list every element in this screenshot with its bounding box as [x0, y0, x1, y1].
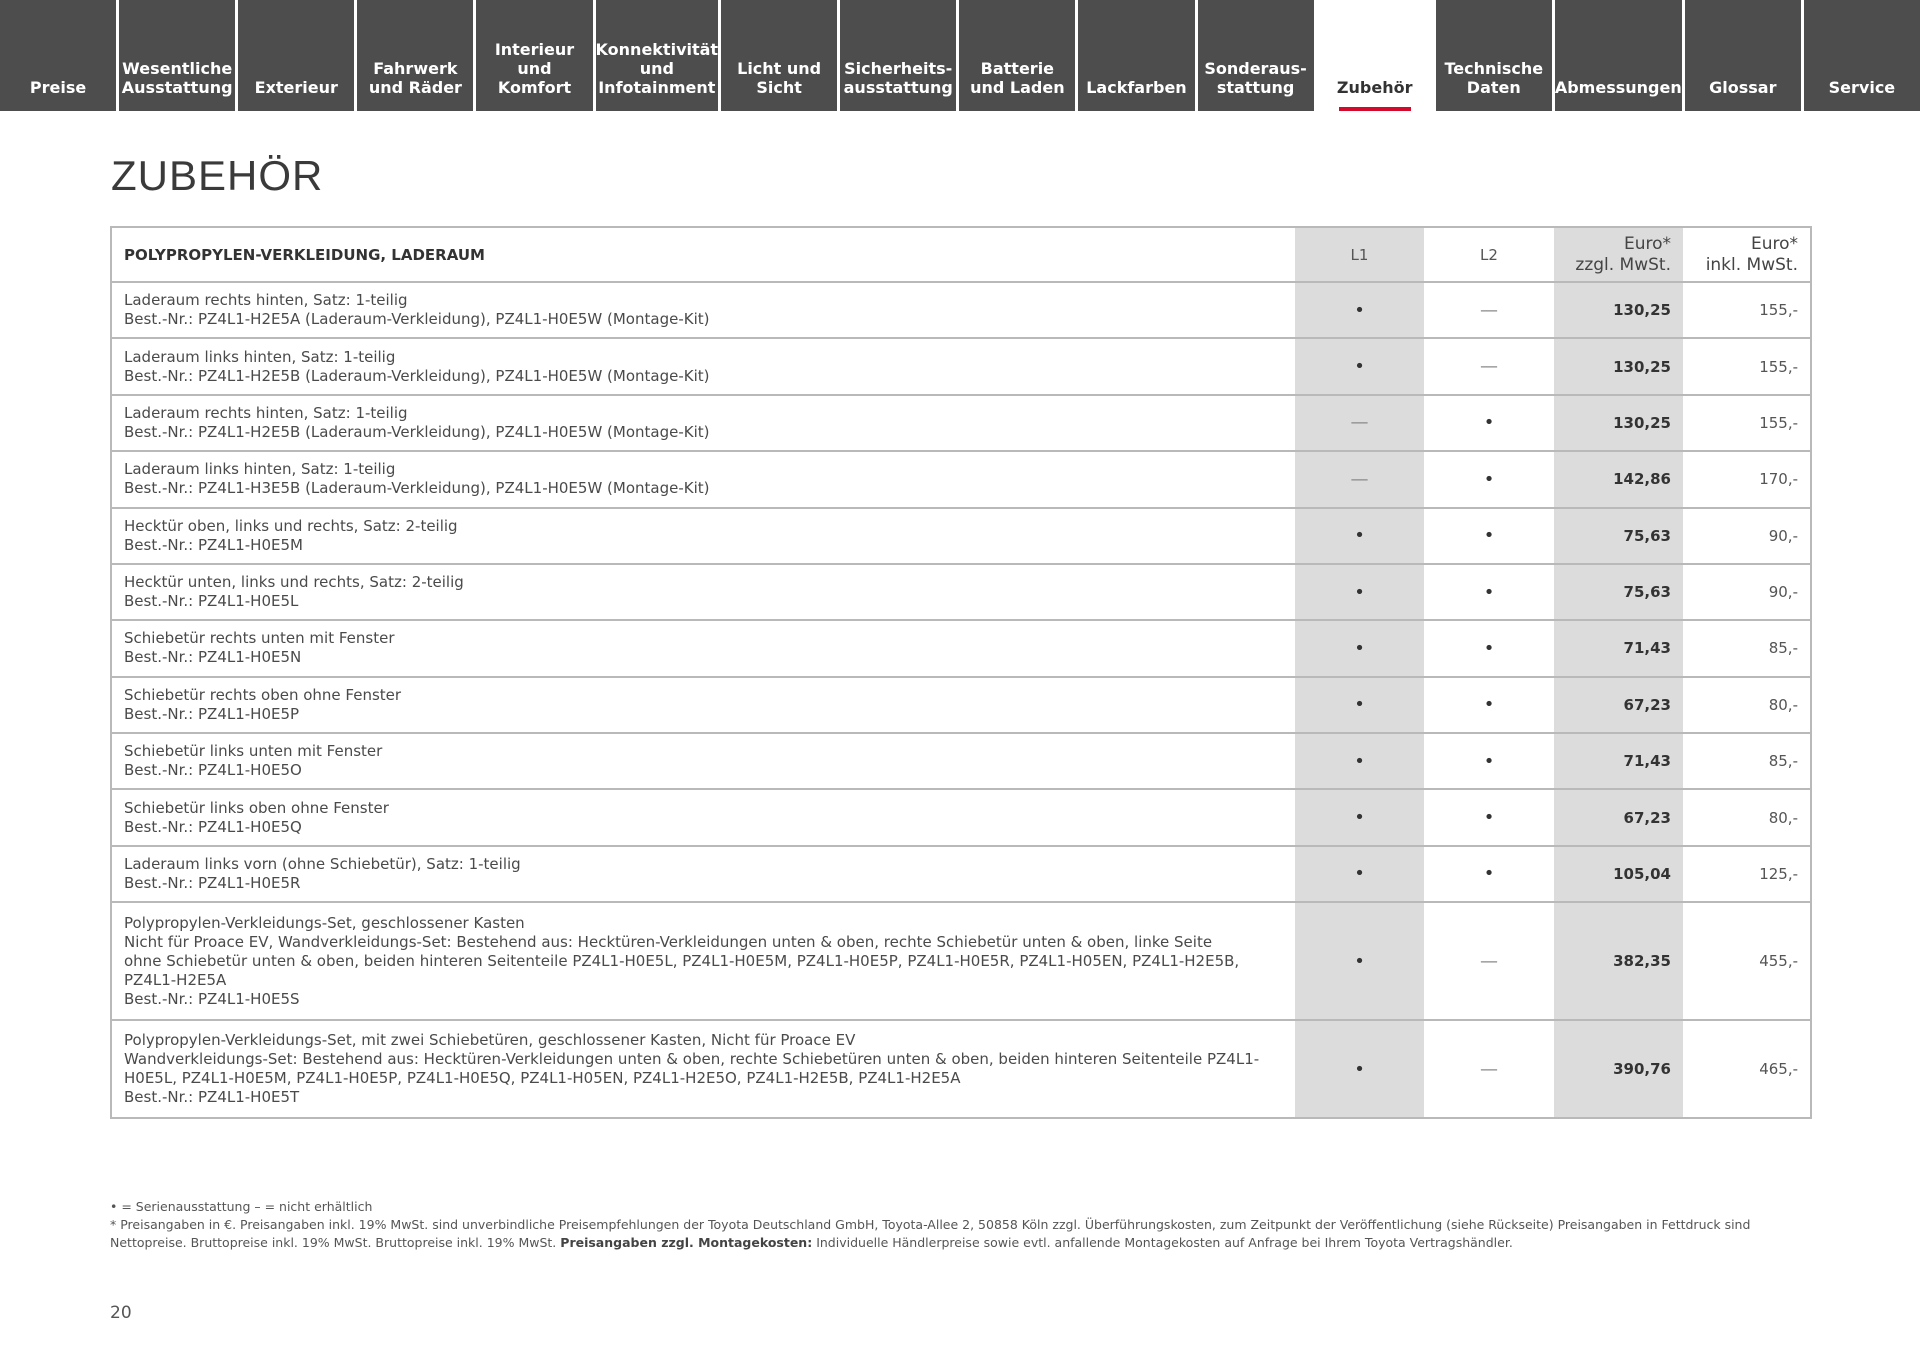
assembly-cost-text: Individuelle Händlerpreise sowie evtl. anfallende Montagekosten auf Anfrage bei Ihrem Toyota Vertragshändler. — [816, 1235, 1513, 1250]
header-price-ex-vat: Euro* zzgl. MwSt. — [1554, 228, 1683, 282]
table-row — [112, 677, 1810, 733]
table-row — [112, 508, 1810, 564]
tab-label: Lackfarben — [1086, 78, 1187, 97]
l2-availability: — — [1424, 338, 1554, 394]
tab-licht-und-sicht[interactable] — [721, 0, 837, 111]
tab-label: Konnektivität und Infotainment — [595, 40, 719, 97]
tab-label: Abmessungen — [1554, 78, 1682, 97]
table-header-row — [112, 228, 1810, 282]
tab-label: Technische Daten — [1444, 59, 1544, 97]
table-row — [112, 395, 1810, 451]
assembly-cost-label: Preisangaben zzgl. Montagekosten: — [560, 1235, 813, 1250]
tab-service[interactable] — [1804, 0, 1920, 111]
legend-note: • = Serienausstattung – = nicht erhältlich — [110, 1199, 373, 1214]
price-inc-vat: 465,- — [1759, 1060, 1798, 1079]
header-l1: L1 — [1295, 228, 1424, 282]
l1-availability: • — [1295, 282, 1424, 338]
tab-konnektivitaet-und-infotainment[interactable] — [596, 0, 719, 111]
price-inc-vat: 155,- — [1683, 282, 1810, 338]
l1-availability: • — [1295, 508, 1424, 564]
row-description: Hecktür oben, links und rechts, Satz: 2-teilig Best.-Nr.: PZ4L1-H0E5M — [112, 508, 1295, 564]
l1-availability: • — [1295, 620, 1424, 676]
row-description: Schiebetür links unten mit Fenster Best.-Nr.: PZ4L1-H0E5O — [112, 733, 1295, 789]
l2-availability: • — [1424, 620, 1554, 676]
tab-fahrwerk-und-raeder[interactable] — [357, 0, 473, 111]
table-row — [112, 338, 1810, 394]
tab-label: Sicherheits- ausstattung — [843, 59, 953, 97]
price-ex-vat: 390,76 — [1554, 1020, 1683, 1117]
table-row — [112, 789, 1810, 845]
row-description: Laderaum links hinten, Satz: 1-teilig Best.-Nr.: PZ4L1-H3E5B (Laderaum-Verkleidung), PZ4L1-H0E5W (Montage-Kit) — [112, 451, 1295, 507]
header-price-inc-vat: Euro* inkl. MwSt. — [1683, 228, 1810, 282]
price-ex-vat: 382,35 — [1554, 902, 1683, 1020]
l1-availability: • — [1295, 677, 1424, 733]
tab-label: Batterie und Laden — [970, 59, 1065, 97]
l1-availability: • — [1295, 789, 1424, 845]
row-description: Schiebetür rechts unten mit Fenster Best.-Nr.: PZ4L1-H0E5N — [112, 620, 1295, 676]
price-ex-vat: 130,25 — [1554, 338, 1683, 394]
price-inc-vat: 90,- — [1683, 508, 1810, 564]
l1-availability: — — [1295, 395, 1424, 451]
l1-availability: • — [1295, 846, 1424, 902]
l1-availability: • — [1295, 733, 1424, 789]
l2-availability: — — [1424, 902, 1554, 1020]
price-ex-vat: 142,86 — [1554, 451, 1683, 507]
row-description: Schiebetür links oben ohne Fenster Best.-Nr.: PZ4L1-H0E5Q — [112, 789, 1295, 845]
tab-label: Service — [1828, 78, 1896, 97]
tab-label: Exterieur — [254, 78, 338, 97]
l2-availability: — — [1480, 1058, 1498, 1080]
accessory-price-table — [110, 226, 1812, 1119]
price-ex-vat: 130,25 — [1554, 282, 1683, 338]
header-description: POLYPROPYLEN-VERKLEIDUNG, LADERAUM — [112, 228, 1295, 282]
price-inc-vat: 85,- — [1683, 620, 1810, 676]
price-inc-vat: 85,- — [1683, 733, 1810, 789]
l2-availability: • — [1424, 564, 1554, 620]
price-inc-vat: 80,- — [1683, 789, 1810, 845]
page-title: ZUBEHÖR — [111, 152, 324, 199]
tab-label: Glossar — [1709, 78, 1777, 97]
l2-availability: • — [1424, 451, 1554, 507]
price-note-text: * Preisangaben in €. Preisangaben inkl. 19% MwSt. sind unverbindliche Preisempfehlungen der Toyota Deutschland GmbH, Toyota-Allee 2, 50858 Köln zzgl. Überführungskosten, zum Zeitpunkt der Veröffentlichung (siehe Rückseite) Preisangaben in Fettdruck sind Nettopreise. Bruttopreise inkl. 19% MwSt. Bruttopreise inkl. 19% MwSt. — [110, 1217, 1751, 1250]
tab-label: Fahrwerk und Räder — [368, 59, 462, 97]
tab-wesentliche-ausstattung[interactable] — [119, 0, 235, 111]
price-ex-vat: 71,43 — [1554, 620, 1683, 676]
table-row — [112, 451, 1810, 507]
l2-availability: • — [1424, 733, 1554, 789]
table-row — [112, 1020, 1810, 1117]
price-inc-vat: 155,- — [1683, 338, 1810, 394]
tab-label: Wesentliche Ausstattung — [121, 59, 233, 97]
l1-availability: • — [1295, 902, 1424, 1020]
table-row — [112, 620, 1810, 676]
tab-label: Preise — [29, 78, 87, 97]
row-description: Polypropylen-Verkleidungs-Set, mit zwei Schiebetüren, geschlossener Kasten, Nicht für Proace EV Wandverkleidungs-Set: Bestehend aus: Hecktüren-Verkleidungen unten & oben, rechte Schiebetüren unten & oben, beiden hinteren Seitenteile PZ4L1- H0E5L, PZ4L1-H0E5M, PZ4L1-H0E5P, PZ4L1-H0E5Q, PZ4L1-H05EN, PZ4L1-H2E5O, PZ4L1-H2E5B, PZ4L1-H2E5A Best.-Nr.: PZ4L1-H0E5T — [124, 1031, 1260, 1107]
l2-availability: • — [1424, 395, 1554, 451]
row-description: Laderaum links hinten, Satz: 1-teilig Best.-Nr.: PZ4L1-H2E5B (Laderaum-Verkleidung), PZ4L1-H0E5W (Montage-Kit) — [112, 338, 1295, 394]
header-l2: L2 — [1424, 228, 1554, 282]
l2-availability: • — [1424, 677, 1554, 733]
tab-glossar[interactable] — [1685, 0, 1801, 111]
row-description: Hecktür unten, links und rechts, Satz: 2-teilig Best.-Nr.: PZ4L1-H0E5L — [112, 564, 1295, 620]
tab-interieur-und-komfort[interactable] — [476, 0, 592, 111]
table-row — [112, 733, 1810, 789]
l1-availability: — — [1295, 451, 1424, 507]
tab-lackfarben[interactable] — [1078, 0, 1194, 111]
l1-availability: • — [1295, 338, 1424, 394]
l1-availability: • — [1295, 1020, 1424, 1117]
row-description: Laderaum rechts hinten, Satz: 1-teilig Best.-Nr.: PZ4L1-H2E5B (Laderaum-Verkleidung), PZ4L1-H0E5W (Montage-Kit) — [112, 395, 1295, 451]
price-inc-vat: 80,- — [1683, 677, 1810, 733]
price-inc-vat: 155,- — [1683, 395, 1810, 451]
tab-sicherheitsausstattung[interactable] — [840, 0, 956, 111]
tab-sonderausstattung[interactable] — [1198, 0, 1314, 111]
l2-availability: — — [1424, 282, 1554, 338]
l1-availability: • — [1295, 564, 1424, 620]
tab-label: Interieur und Komfort — [494, 40, 575, 97]
price-ex-vat: 130,25 — [1554, 395, 1683, 451]
row-description: Polypropylen-Verkleidungs-Set, geschlossener Kasten Nicht für Proace EV, Wandverkleidungs-Set: Bestehend aus: Hecktüren-Verkleidungen unten & oben, rechte Schiebetür unten & oben, linke Seite ohne Schiebetür unten & oben, beiden hinteren Seitenteile PZ4L1-H0E5L, PZ4L1-H0E5M, PZ4L1-H0E5P, PZ4L1-H0E5R, PZ4L1-H05EN, PZ4L1-H2E5B, PZ4L1-H2E5A Best.-Nr.: PZ4L1-H0E5S — [112, 902, 1295, 1020]
table-row — [112, 282, 1810, 338]
tab-preise[interactable] — [0, 0, 116, 111]
footnotes — [110, 1198, 1810, 1252]
table-row — [112, 564, 1810, 620]
table-row — [112, 846, 1810, 902]
price-ex-vat: 67,23 — [1554, 677, 1683, 733]
price-ex-vat: 75,63 — [1554, 508, 1683, 564]
l2-availability: • — [1424, 789, 1554, 845]
l2-availability: • — [1424, 508, 1554, 564]
tab-zubehoer[interactable] — [1317, 0, 1433, 111]
tab-label: Licht und Sicht — [737, 59, 822, 97]
row-description: Laderaum links vorn (ohne Schiebetür), Satz: 1-teilig Best.-Nr.: PZ4L1-H0E5R — [112, 846, 1295, 902]
tab-label: Sonderaus- stattung — [1204, 59, 1307, 97]
tab-abmessungen[interactable] — [1555, 0, 1682, 111]
row-description: Schiebetür rechts oben ohne Fenster Best.-Nr.: PZ4L1-H0E5P — [112, 677, 1295, 733]
tab-batterie-und-laden[interactable] — [959, 0, 1075, 111]
section-tab-bar — [0, 0, 1920, 111]
price-inc-vat: 170,- — [1683, 451, 1810, 507]
price-inc-vat: 455,- — [1683, 902, 1810, 1020]
tab-exterieur[interactable] — [238, 0, 354, 111]
page-number: 20 — [110, 1303, 132, 1323]
price-note — [110, 1216, 1810, 1252]
tab-label: Zubehör — [1336, 78, 1413, 97]
price-ex-vat: 71,43 — [1554, 733, 1683, 789]
tab-technische-daten[interactable] — [1436, 0, 1552, 111]
price-inc-vat: 125,- — [1683, 846, 1810, 902]
table-row — [112, 902, 1810, 1020]
l2-availability: • — [1424, 846, 1554, 902]
row-description: Laderaum rechts hinten, Satz: 1-teilig Best.-Nr.: PZ4L1-H2E5A (Laderaum-Verkleidung), PZ4L1-H0E5W (Montage-Kit) — [112, 282, 1295, 338]
price-ex-vat: 67,23 — [1554, 789, 1683, 845]
price-ex-vat: 105,04 — [1554, 846, 1683, 902]
price-ex-vat: 75,63 — [1554, 564, 1683, 620]
price-inc-vat: 90,- — [1683, 564, 1810, 620]
